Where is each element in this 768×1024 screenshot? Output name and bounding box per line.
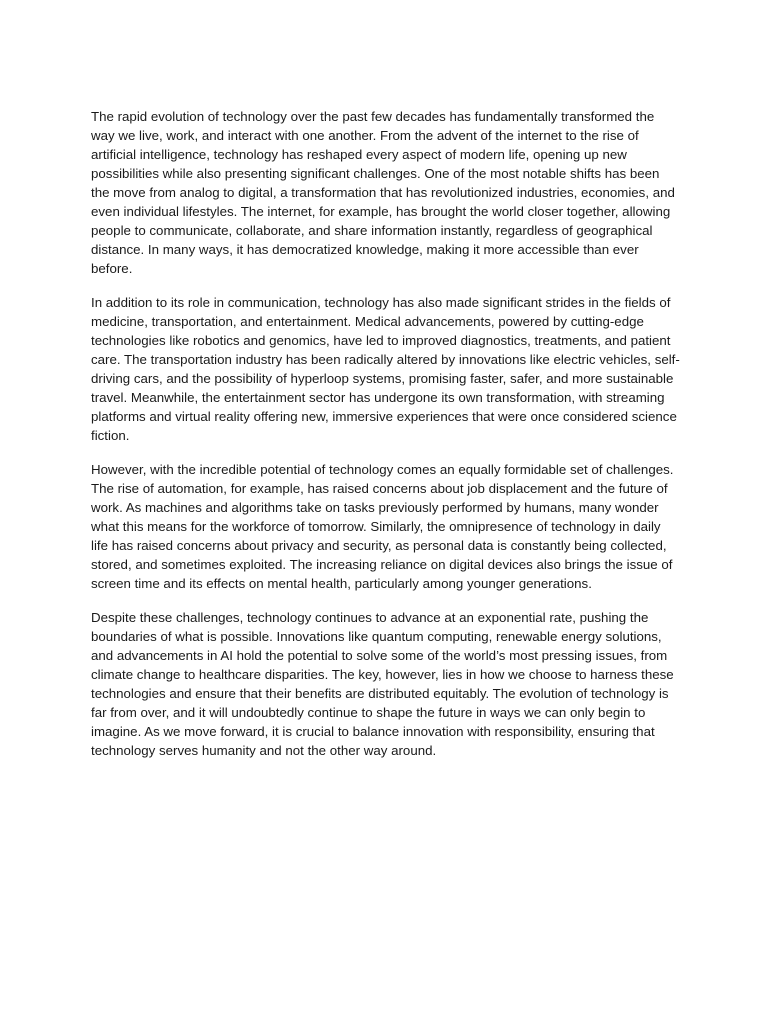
paragraph-1: The rapid evolution of technology over the past few decades has fundamentally transformed the way we live, work, and interact with one another. From the advent of the internet to the rise of artificial intelligence, technology has reshaped every aspect of modern life, opening up new possibilities while also presenting significant challenges. One of the most notable shifts has been the move from analog to digital, a transformation that has revolutionized industries, economies, and even individual lifestyles. The internet, for example, has brought the world closer together, allowing people to communicate, collaborate, and share information instantly, regardless of geographical distance. In many ways, it has democratized knowledge, making it more accessible than ever before. [91, 109, 675, 276]
paragraph-3: However, with the incredible potential of technology comes an equally formidable set of challenges. The rise of automation, for example, has raised concerns about job displacement and the future of work. As machines and algorithms take on tasks previously performed by humans, many wonder what this means for the workforce of tomorrow. Similarly, the omnipresence of technology in daily life has raised concerns about privacy and security, as personal data is constantly being collected, stored, and sometimes exploited. The increasing reliance on digital devices also brings the issue of screen time and its effects on mental health, particularly among younger generations. [91, 462, 674, 591]
paragraph-2: In addition to its role in communication, technology has also made significant strides in the fields of medicine, transportation, and entertainment. Medical advancements, powered by cutting-edge technologies like robotics and genomics, have led to improved diagnostics, treatments, and patient care. The transportation industry has been radically altered by innovations like electric vehicles, self-driving cars, and the possibility of hyperloop systems, promising faster, safer, and more sustainable travel. Meanwhile, the entertainment sector has undergone its own transformation, with streaming platforms and virtual reality offering new, immersive experiences that were once considered science fiction. [91, 295, 680, 443]
document-body [91, 107, 681, 775]
paragraph-4: Despite these challenges, technology continues to advance at an exponential rate, pushing the boundaries of what is possible. Innovations like quantum computing, renewable energy solutions, and advancements in AI hold the potential to solve some of the world’s most pressing issues, from climate change to healthcare disparities. The key, however, lies in how we choose to harness these technologies and ensure that their benefits are distributed equitably. The evolution of technology is far from over, and it will undoubtedly continue to shape the future in ways we can only begin to imagine. As we move forward, it is crucial to balance innovation with responsibility, ensuring that technology serves humanity and not the other way around. [91, 610, 674, 758]
